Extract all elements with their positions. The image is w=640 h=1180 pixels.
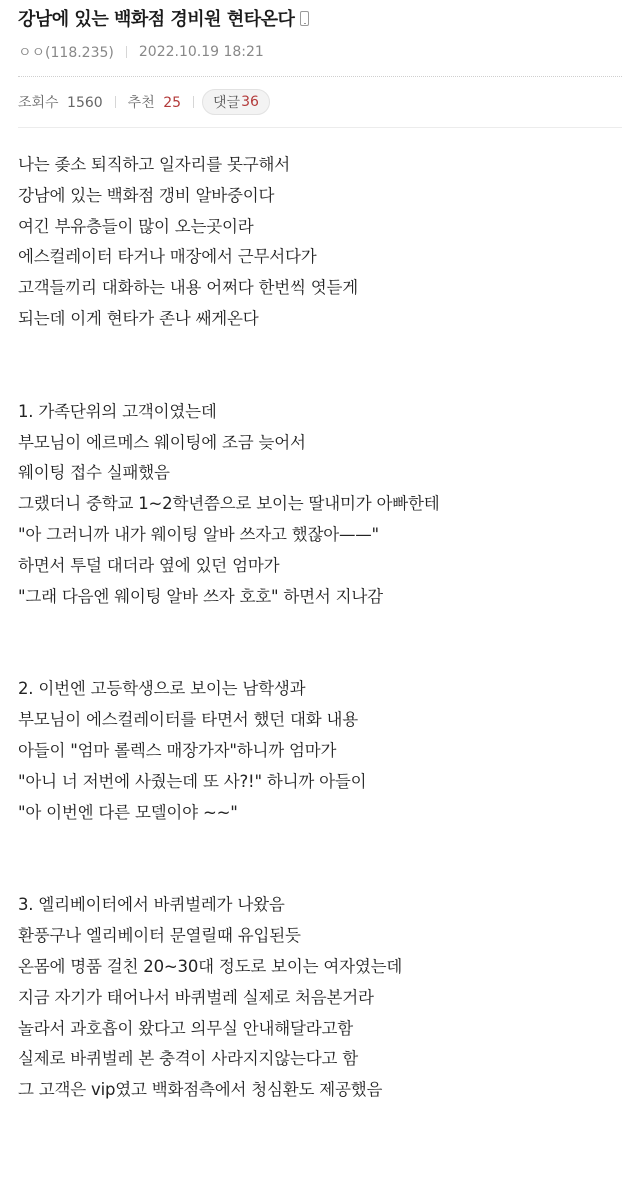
content-line: 그랬더니 중학교 1~2학년쯤으로 보이는 딸내미가 아빠한테 (18, 494, 440, 514)
content-line: 1. 가족단위의 고객이였는데 (18, 401, 217, 421)
content-line: 에스컬레이터 타거나 매장에서 근무서다가 (18, 247, 317, 267)
content-line: "아 이번엔 다른 모델이야 ~~" (18, 802, 238, 822)
content-line: 지금 자기가 태어나서 바퀴벌레 실제로 처음본거라 (18, 987, 374, 1007)
views-stat (18, 92, 103, 112)
content-line: 되는데 이게 현타가 존나 쌔게온다 (18, 308, 259, 328)
post-title: 강남에 있는 백화점 경비원 현타온다 (18, 9, 295, 30)
content-paragraph (18, 890, 622, 1106)
content-line: 웨이팅 접수 실패했음 (18, 463, 170, 483)
recommend-stat (128, 92, 181, 112)
recommend-label: 추천 (127, 95, 155, 111)
meta-divider (126, 46, 127, 58)
content-line: 부모님이 에스컬레이터를 타면서 했던 대화 내용 (18, 710, 359, 730)
content-line: 나는 좆소 퇴직하고 일자리를 못구해서 (18, 155, 291, 174)
content-line: 3. 엘리베이터에서 바퀴벌레가 나왔음 (18, 895, 285, 915)
content-line: 여긴 부유층들이 많이 오는곳이라 (18, 216, 254, 236)
content-line: 2. 이번엔 고등학생으로 보이는 남학생과 (18, 679, 306, 699)
post-datetime: 2022.10.19 18:21 (138, 44, 264, 60)
views-value: 1560 (67, 95, 103, 111)
comments-label: 댓글 (213, 95, 241, 111)
stats-divider (193, 96, 194, 108)
content-line: 온몸에 명품 걸친 20~30대 정도로 보이는 여자였는데 (18, 956, 403, 976)
content-line: "아 그러니까 내가 웨이팅 알바 쓰자고 했잖아——" (18, 524, 379, 544)
content-paragraph (18, 397, 622, 613)
content-line: 고객들끼리 대화하는 내용 어쩌다 한번씩 엿듣게 (18, 278, 359, 298)
content-line: 아들이 "엄마 롤렉스 매장가자"하니까 엄마가 (18, 740, 337, 760)
content-line: 실제로 바퀴벌레 본 충격이 사라지지않는다고 함 (18, 1049, 359, 1069)
comments-value: 36 (241, 94, 259, 110)
content-divider (18, 127, 622, 128)
title-row (18, 6, 622, 30)
dotted-divider (18, 76, 622, 77)
post-content (18, 150, 622, 1106)
content-line: "아니 너 저번에 사줬는데 또 사?!" 하니까 아들이 (18, 771, 367, 791)
content-line: "그래 다음엔 웨이팅 알바 쓰자 호호" 하면서 지나감 (18, 586, 383, 606)
content-line: 부모님이 에르메스 웨이팅에 조금 늦어서 (18, 432, 306, 452)
content-line: 하면서 투덜 대더라 옆에 있던 엄마가 (18, 555, 280, 575)
content-line: 환풍구나 엘리베이터 문열릴때 유입된듯 (18, 926, 301, 946)
stats-divider (115, 96, 116, 108)
mobile-icon (300, 11, 309, 26)
content-line: 강남에 있는 백화점 갱비 알바중이다 (18, 185, 275, 205)
post-header (0, 0, 640, 62)
author-name[interactable]: ㅇㅇ(118.235) (18, 45, 114, 61)
comments-button[interactable] (202, 89, 270, 115)
content-paragraph (18, 674, 622, 828)
content-line: 그 고객은 vip였고 백화점측에서 청심환도 제공했음 (18, 1080, 383, 1100)
content-line: 놀라서 과호흡이 왔다고 의무실 안내해달라고함 (18, 1018, 353, 1038)
recommend-value: 25 (163, 95, 182, 111)
content-paragraph (18, 150, 622, 335)
post-meta (18, 42, 622, 62)
post-stats (18, 89, 622, 115)
views-label: 조회수 (18, 95, 59, 111)
